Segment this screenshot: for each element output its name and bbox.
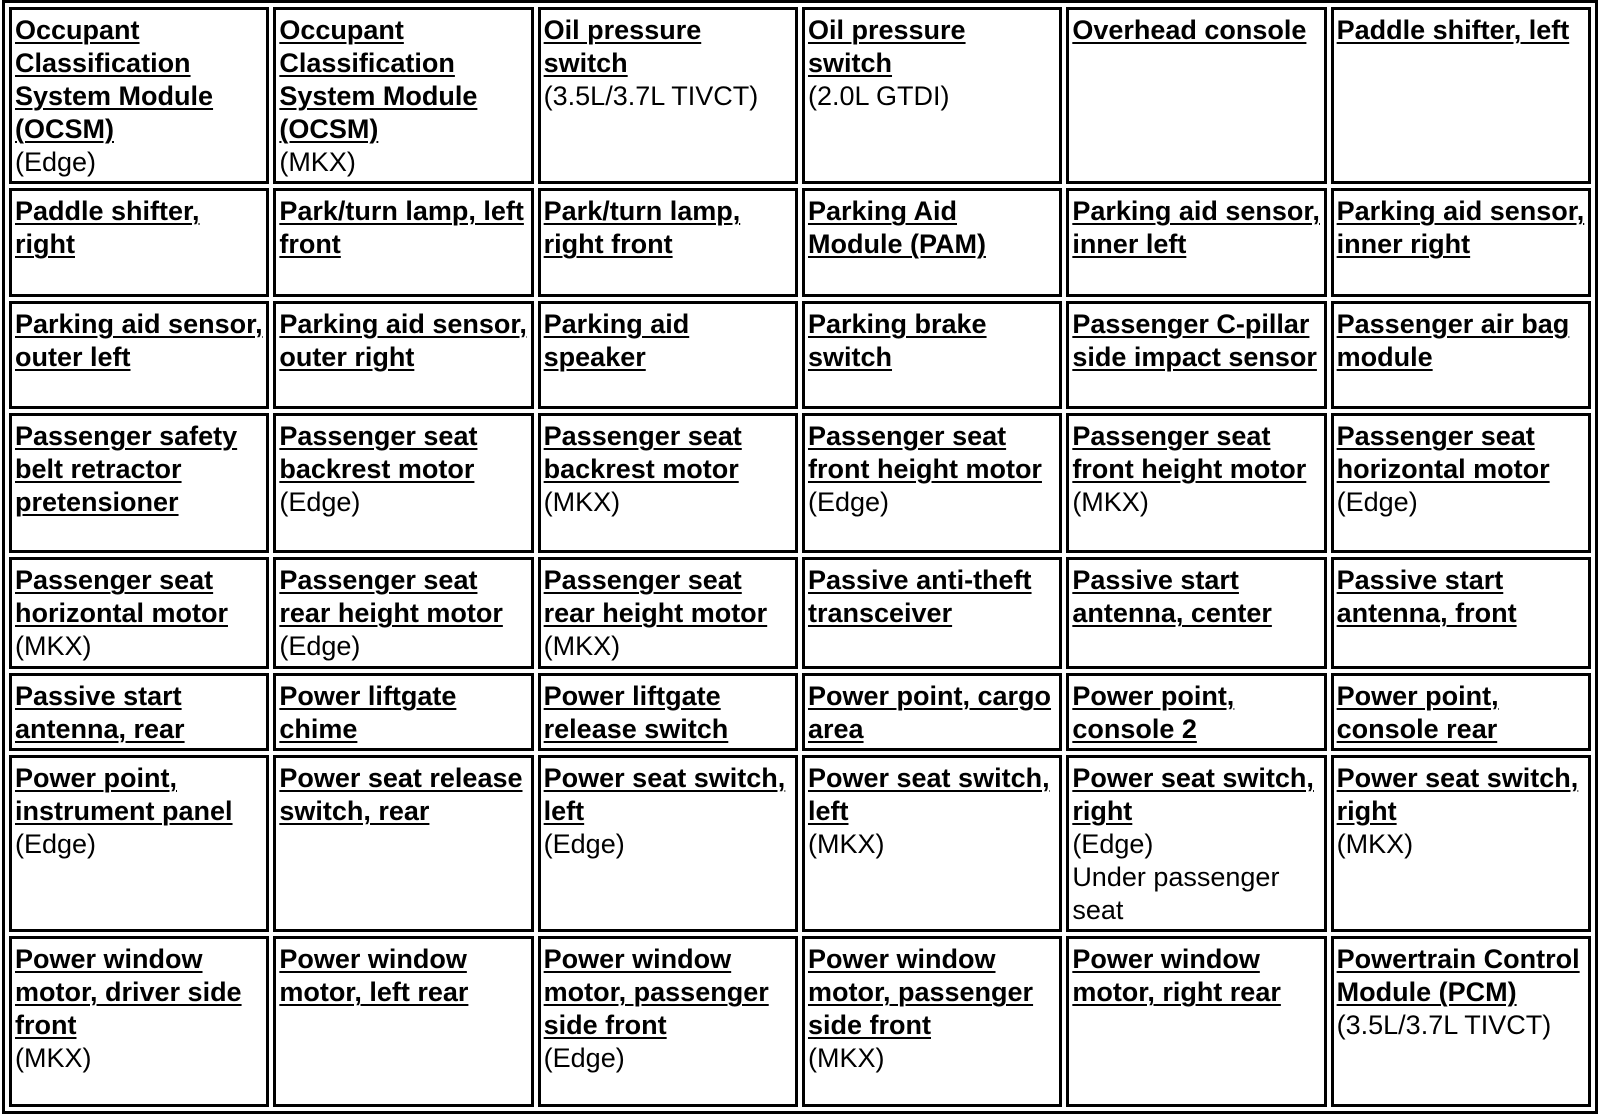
component-note: (Edge) <box>543 1043 625 1074</box>
component-note: (Edge) <box>1072 828 1154 859</box>
table-cell <box>802 413 1062 553</box>
table-cell <box>9 557 269 668</box>
table-cell <box>802 188 1062 296</box>
component-link[interactable]: Parking aid sensor, inner left <box>1072 196 1320 260</box>
component-link[interactable]: Power window motor, right rear <box>1072 944 1281 1008</box>
component-link[interactable]: Power seat switch, right <box>1072 762 1314 826</box>
component-note: (Edge) <box>15 147 97 177</box>
table-body <box>9 7 1591 1107</box>
table-cell <box>9 673 269 751</box>
component-link[interactable]: Power point, instrument panel <box>15 762 233 826</box>
component-link[interactable]: Powertrain Control Module (PCM) <box>1336 944 1580 1008</box>
component-link[interactable]: Passenger seat backrest motor <box>543 421 742 485</box>
component-link[interactable]: Passenger seat front height motor <box>1072 421 1307 485</box>
table-cell <box>1066 413 1326 553</box>
component-note: (MKX) <box>1072 487 1149 518</box>
component-link[interactable]: Power window motor, passenger side front <box>543 944 769 1041</box>
table-cell <box>9 413 269 553</box>
table-row <box>9 301 1591 409</box>
table-cell <box>1066 673 1326 751</box>
component-note: (Edge) <box>15 828 97 859</box>
component-link[interactable]: Park/turn lamp, left front <box>279 196 524 260</box>
table-cell <box>1066 188 1326 296</box>
table-cell <box>538 7 798 184</box>
component-link[interactable]: Passenger seat rear height motor <box>279 565 503 629</box>
component-link[interactable]: Passive start antenna, center <box>1072 565 1272 629</box>
table-cell <box>538 188 798 296</box>
component-link[interactable]: Parking Aid Module (PAM) <box>807 196 986 260</box>
component-link[interactable]: Passenger seat horizontal motor <box>1336 421 1550 485</box>
table-row <box>9 673 1591 751</box>
table-cell <box>1331 936 1591 1107</box>
table-cell <box>1331 557 1591 668</box>
table-row <box>9 557 1591 668</box>
table-cell <box>1331 7 1591 184</box>
table-cell <box>1066 755 1326 932</box>
component-link[interactable]: Passenger safety belt retractor pretensioner <box>15 421 238 518</box>
table-cell <box>538 755 798 932</box>
component-link[interactable]: Power window motor, left rear <box>279 944 469 1008</box>
table-cell <box>9 936 269 1107</box>
table-cell <box>1331 301 1591 409</box>
table-cell <box>802 673 1062 751</box>
component-note: Under passenger seat <box>1072 861 1280 925</box>
component-link[interactable]: Power liftgate release switch <box>543 680 729 744</box>
component-note: (Edge) <box>279 631 361 662</box>
component-note: (Edge) <box>1336 487 1418 518</box>
table-cell <box>1066 936 1326 1107</box>
table-cell <box>273 188 533 296</box>
component-note: (Edge) <box>279 487 361 518</box>
component-link[interactable]: Power seat switch, left <box>543 762 786 826</box>
table-cell <box>273 301 533 409</box>
table-cell <box>273 673 533 751</box>
component-link[interactable]: Overhead console <box>1072 15 1307 45</box>
component-link[interactable]: Parking aid speaker <box>543 308 690 372</box>
component-note: (MKX) <box>807 1043 885 1074</box>
table-cell <box>273 755 533 932</box>
table-cell <box>9 7 269 184</box>
table-cell <box>1331 755 1591 932</box>
table-cell <box>273 413 533 553</box>
component-note: (MKX) <box>15 631 92 662</box>
component-note: (MKX) <box>543 487 621 518</box>
component-link[interactable]: Parking aid sensor, outer left <box>15 308 263 372</box>
table-cell <box>1331 673 1591 751</box>
component-note: (3.5L/3.7L TIVCT) <box>1336 1010 1552 1041</box>
table-cell <box>802 7 1062 184</box>
component-link[interactable]: Power window motor, driver side front <box>15 944 242 1041</box>
component-note: (3.5L/3.7L TIVCT) <box>543 81 759 111</box>
component-link[interactable]: Power point, console rear <box>1336 680 1499 744</box>
table-cell <box>1066 7 1326 184</box>
component-link[interactable]: Passenger C-pillar side impact sensor <box>1072 308 1317 372</box>
table-cell <box>9 301 269 409</box>
component-link[interactable]: Parking aid sensor, inner right <box>1336 196 1585 260</box>
table-cell <box>802 936 1062 1107</box>
component-note: (MKX) <box>543 631 621 662</box>
table-row <box>9 7 1591 184</box>
component-note: (Edge) <box>543 828 625 859</box>
table-cell <box>1066 301 1326 409</box>
component-note: (MKX) <box>15 1043 92 1074</box>
component-link[interactable]: Passenger seat horizontal motor <box>15 565 228 629</box>
component-link[interactable]: Oil pressure switch <box>543 15 702 78</box>
component-link[interactable]: Parking brake switch <box>807 308 987 372</box>
component-note: (Edge) <box>807 487 890 518</box>
table-row <box>9 936 1591 1107</box>
component-link[interactable]: Passenger seat backrest motor <box>279 421 478 485</box>
component-link[interactable]: Passive start antenna, rear <box>15 680 185 744</box>
component-link[interactable]: Power seat release switch, rear <box>279 762 523 826</box>
component-link[interactable]: Power window motor, passenger side front <box>807 944 1034 1041</box>
table-cell <box>538 673 798 751</box>
component-link[interactable]: Paddle shifter, right <box>15 196 200 260</box>
table-cell <box>538 413 798 553</box>
component-note: (MKX) <box>807 828 885 859</box>
component-note: (2.0L GTDI) <box>807 81 950 111</box>
component-link[interactable]: Occupant Classification System Module (OCSM) <box>15 15 214 144</box>
component-location-table-frame <box>2 0 1598 1114</box>
component-link[interactable]: Power seat switch, left <box>807 762 1050 826</box>
table-cell <box>273 936 533 1107</box>
table-cell <box>802 755 1062 932</box>
component-link[interactable]: Power point, console 2 <box>1072 680 1235 744</box>
table-cell <box>273 557 533 668</box>
component-link[interactable]: Power liftgate chime <box>279 680 457 744</box>
table-cell <box>9 755 269 932</box>
table-cell <box>1331 188 1591 296</box>
component-location-table <box>5 3 1595 1111</box>
table-cell <box>1066 557 1326 668</box>
component-link[interactable]: Park/turn lamp, right front <box>543 196 741 260</box>
component-link[interactable]: Parking aid sensor, outer right <box>279 308 527 372</box>
table-row <box>9 413 1591 553</box>
table-cell <box>9 188 269 296</box>
table-cell <box>1331 413 1591 553</box>
component-link[interactable]: Oil pressure switch <box>807 15 966 78</box>
component-link[interactable]: Passenger seat rear height motor <box>543 565 768 629</box>
table-row <box>9 755 1591 932</box>
table-cell <box>802 557 1062 668</box>
component-link[interactable]: Occupant Classification System Module (OCSM) <box>279 15 478 144</box>
component-link[interactable]: Passive start antenna, front <box>1336 565 1517 629</box>
table-cell <box>273 7 533 184</box>
table-row <box>9 188 1591 296</box>
table-cell <box>538 301 798 409</box>
component-link[interactable]: Passenger seat front height motor <box>807 421 1042 485</box>
table-cell <box>802 301 1062 409</box>
component-note: (MKX) <box>279 147 356 177</box>
component-note: (MKX) <box>1336 828 1414 859</box>
component-link[interactable]: Power seat switch, right <box>1336 762 1579 826</box>
component-link[interactable]: Passive anti-theft transceiver <box>807 565 1032 629</box>
component-link[interactable]: Passenger air bag module <box>1336 308 1570 372</box>
table-cell <box>538 936 798 1107</box>
table-cell <box>538 557 798 668</box>
component-link[interactable]: Paddle shifter, left <box>1336 15 1570 45</box>
component-link[interactable]: Power point, cargo area <box>807 680 1052 744</box>
